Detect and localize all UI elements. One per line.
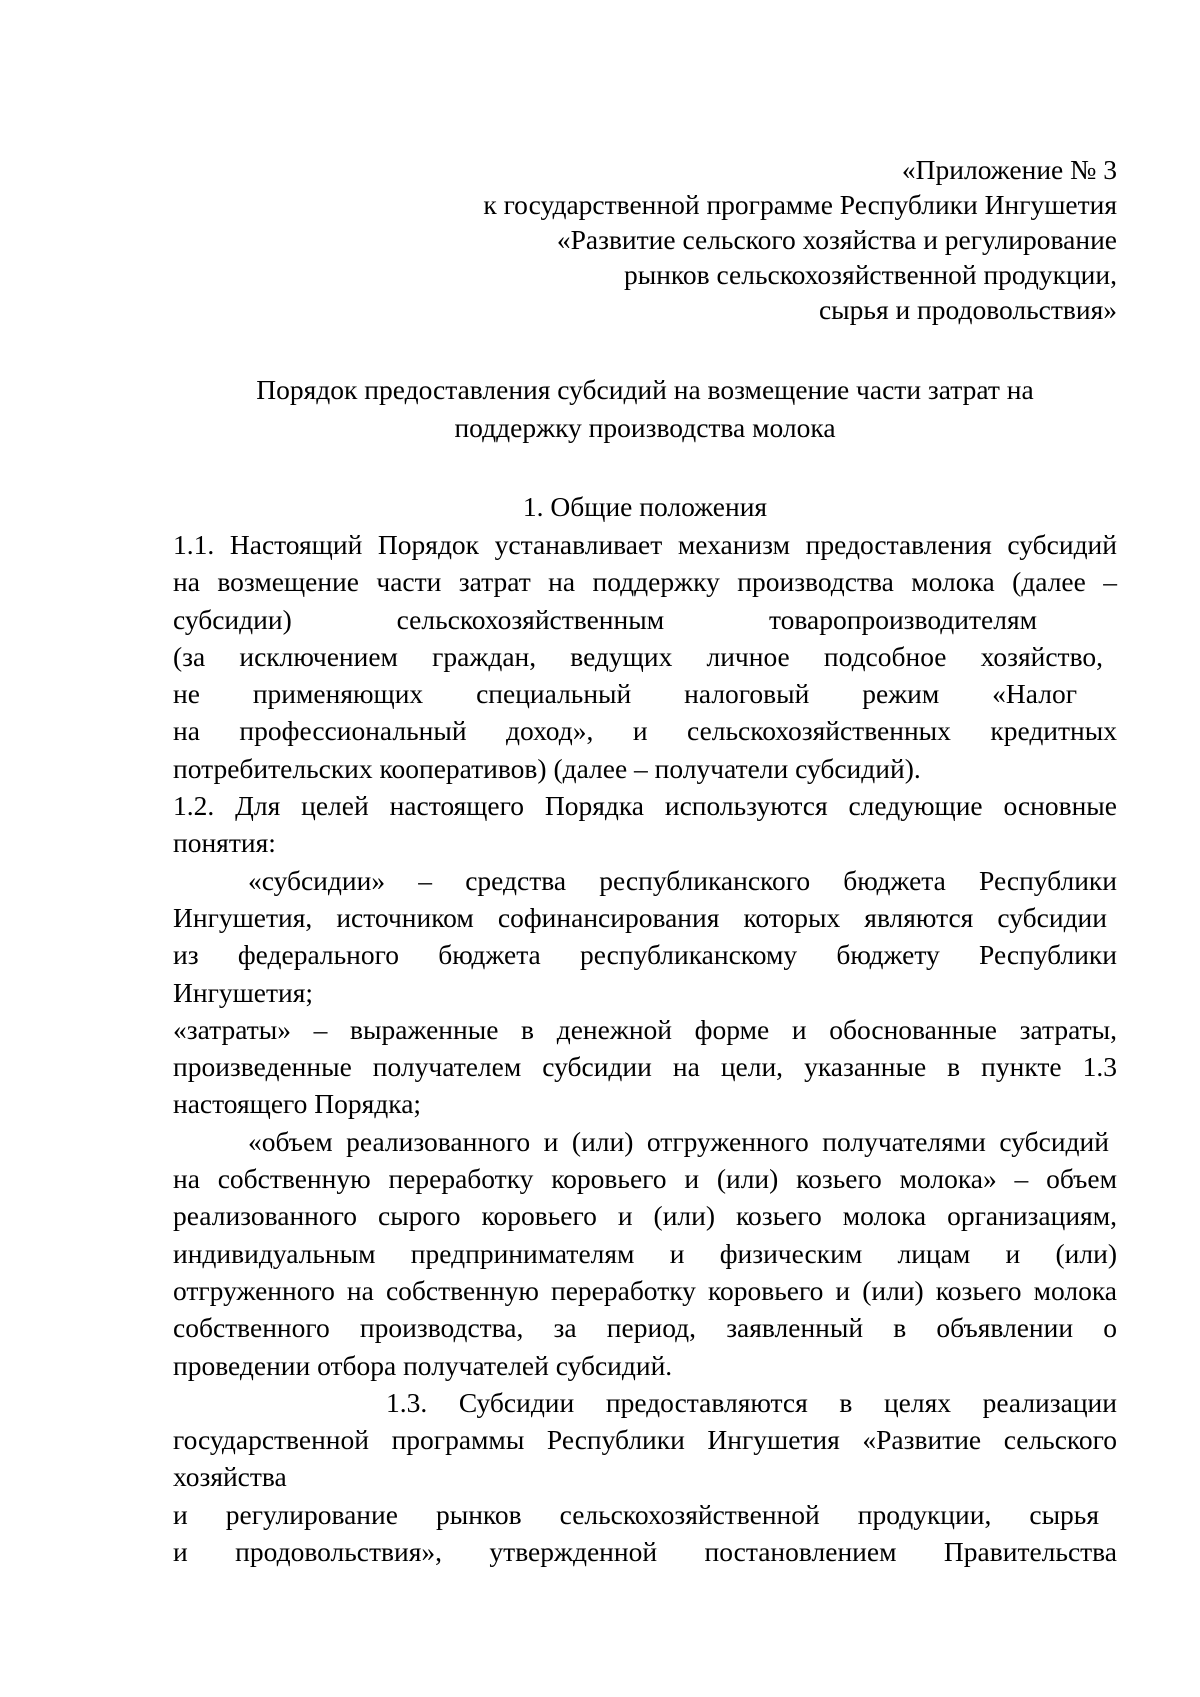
document-body — [173, 526, 1117, 1570]
text-line: «затраты» – выраженные в денежной форме и обоснованные затраты, — [173, 1013, 1117, 1045]
text-line: государственной программы Республики Ингушетия «Развитие сельского — [173, 1424, 1117, 1456]
appendix-line-4: рынков сельскохозяйственной продукции, — [623, 259, 1117, 290]
text-line: «субсидии» – средства республиканского бюджета Республики — [248, 864, 1117, 896]
text-line: настоящего Порядка; — [173, 1088, 422, 1120]
text-line: 1.2. Для целей настоящего Порядка используются следующие основные — [173, 790, 1117, 822]
text-line: отгруженного на собственную переработку коровьего и (или) козьего молока — [173, 1274, 1117, 1306]
text-line: и продовольствия», утвержденной постановлением Правительства — [173, 1536, 1117, 1568]
text-line: проведении отбора получателей субсидий. — [173, 1349, 673, 1381]
text-line: хозяйства — [173, 1461, 287, 1493]
section-title: 1. Общие положения — [522, 491, 768, 522]
document-title-line-2: поддержку производства молока — [454, 412, 836, 443]
text-line: на профессиональный доход», и сельскохозяйственных кредитных — [173, 715, 1117, 747]
text-line: потребительских кооперативов) (далее – получатели субсидий). — [173, 752, 921, 784]
text-line: Ингушетия, источником софинансирования которых являются субсидии — [173, 901, 1107, 933]
text-line: субсидии) сельскохозяйственным товаропроизводителям — [173, 603, 1037, 635]
appendix-header — [483, 152, 1117, 327]
text-line: собственного производства, за период, заявленный в объявлении о — [173, 1312, 1117, 1344]
text-line: 1.1. Настоящий Порядок устанавливает механизм предоставления субсидий — [173, 529, 1117, 560]
text-line: «объем реализованного и (или) отгруженного получателями субсидий — [248, 1125, 1109, 1157]
text-line: Ингушетия; — [173, 976, 314, 1008]
text-line: 1.3. Субсидии предоставляются в целях реализации — [386, 1386, 1117, 1418]
text-line: и регулирование рынков сельскохозяйственной продукции, сырья — [173, 1498, 1099, 1530]
document-title-line-1: Порядок предоставления субсидий на возмещение части затрат на — [256, 374, 1034, 405]
text-line: произведенные получателем субсидии на цели, указанные в пункте 1.3 — [173, 1051, 1117, 1083]
appendix-line-3: «Развитие сельского хозяйства и регулирование — [556, 224, 1117, 255]
document-title — [173, 371, 1117, 447]
text-line: на возмещение части затрат на поддержку производства молока (далее – — [173, 566, 1117, 598]
text-line: на собственную переработку коровьего и (или) козьего молока» – объем — [173, 1163, 1117, 1195]
text-line: реализованного сырого коровьего и (или) козьего молока организациям, — [173, 1200, 1117, 1232]
text-line: (за исключением граждан, ведущих личное подсобное хозяйство, — [173, 640, 1103, 672]
appendix-line-2: к государственной программе Республики Ингушетия — [483, 189, 1117, 220]
text-line: понятия: — [173, 827, 276, 859]
appendix-line-1: «Приложение № 3 — [901, 154, 1117, 185]
text-line: не применяющих специальный налоговый режим «Налог — [173, 678, 1077, 710]
text-line: из федерального бюджета республиканскому бюджету Республики — [173, 939, 1117, 971]
text-line: индивидуальным предпринимателям и физическим лицам и (или) — [173, 1237, 1117, 1269]
appendix-line-5: сырья и продовольствия» — [818, 294, 1117, 325]
